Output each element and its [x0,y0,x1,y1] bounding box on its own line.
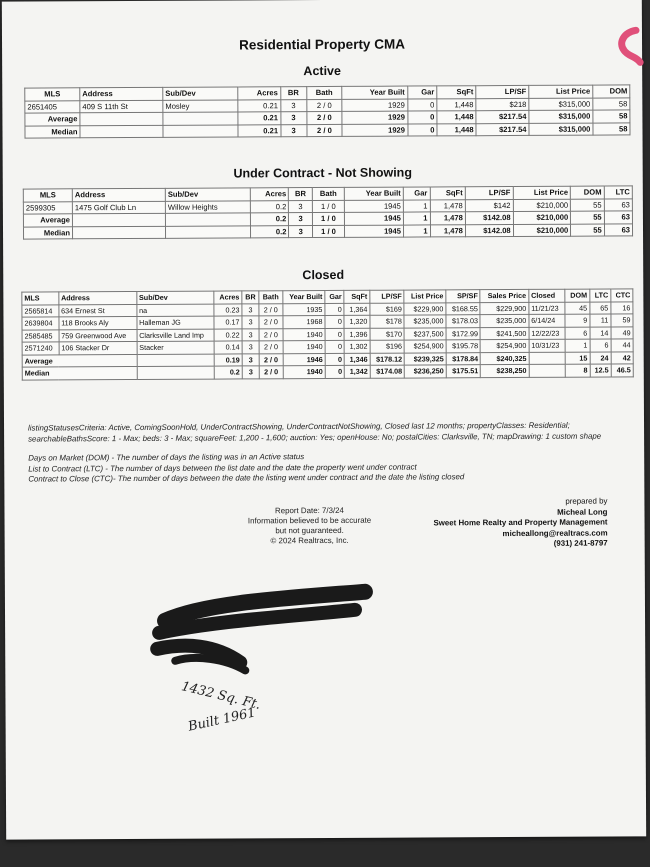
cell: 0.23 [214,303,242,316]
cell: 2 / 0 [259,316,282,329]
col-ltc: LTC [604,186,632,199]
cell: 2 / 0 [259,353,282,366]
col-subdev: Sub/Dev [163,87,238,100]
cell [80,125,163,138]
definition-dom: Days on Market (DOM) - The number of days the listing was in an Active status [28,452,305,463]
cell: $235,000 [480,314,528,327]
col-br: BR [280,87,306,100]
definition-ctc: Contract to Close (CTC)- The number of days between the date the listing went under contract and the date the listing closed [28,472,465,484]
cell: 1 / 0 [312,225,344,238]
cell: 1940 [283,340,326,353]
cell: 1935 [282,303,325,316]
cell: 1940 [283,328,326,341]
cell: 11/21/23 [529,302,566,315]
cell: 3 [242,303,259,316]
closed-heading: Closed [302,267,345,283]
cell: Halleman JG [137,316,215,329]
col-dom: DOM [565,289,589,302]
median-row [25,122,630,138]
cell [529,352,566,365]
cell: 0.2 [214,366,242,379]
cell: 1946 [283,353,326,366]
cell: 1 / 0 [312,200,344,213]
col-year-built: Year Built [342,86,407,99]
cell: $254,900 [405,340,447,353]
cell: 0 [325,353,344,366]
cell: 1,302 [344,340,370,353]
active-table [24,84,630,138]
col-bath: Bath [259,291,282,304]
cell: $170 [370,328,405,341]
cell: $229,900 [480,302,528,315]
row-label: Median [23,226,72,239]
col-address: Address [80,87,163,100]
cell: 0.2 [250,225,288,238]
cell: 2 / 0 [259,341,282,354]
cell: 15 [566,352,590,365]
cell: 118 Brooks Aly [59,316,137,329]
cell: 2 / 0 [306,99,342,112]
col-dom: DOM [593,85,630,98]
under-contract-heading: Under Contract - Not Showing [233,165,412,181]
cell [529,364,566,377]
col-sales-price: Sales Price [480,289,528,302]
cell: $236,250 [405,365,447,378]
col-year-built: Year Built [344,187,403,200]
cell: 6 [565,327,589,340]
cell: $210,000 [513,211,571,224]
disclaimer-line-1: Information believed to be accurate [247,515,372,526]
cell: 55 [571,199,604,212]
agent-phone: (931) 241-8797 [553,538,608,548]
cell: 0 [407,111,437,124]
cell: 1,448 [437,98,476,111]
under-contract-table [23,185,633,239]
prepared-label: prepared by [565,496,608,506]
cell: 3 [289,213,313,226]
cell: 2 / 0 [259,303,282,316]
cell: $237,500 [404,327,446,340]
cell: 0 [325,365,344,378]
col-lp-sf: LP/SF [370,290,405,303]
cell: 6/14/24 [529,314,566,327]
cell: $175.51 [446,365,481,378]
col-list-price: List Price [404,290,446,303]
cell: $240,325 [481,352,529,365]
disclaimer-line-2: but not guaranteed. [275,525,344,536]
cell: $217.54 [476,123,529,136]
cell: 3 [281,124,307,137]
cell: na [137,304,215,317]
col-mls: MLS [23,189,72,202]
cell [72,226,165,239]
median-row [23,223,632,239]
cell: 1,396 [344,328,370,341]
cell: 10/31/23 [529,339,566,352]
cell: Mosley [163,99,238,112]
cell: $195.78 [446,340,481,353]
cell: 1 [403,199,430,212]
cell: 1929 [342,111,407,124]
cell: 1929 [342,99,407,112]
col-br: BR [289,188,313,201]
agent-company: Sweet Home Realty and Property Management [433,517,608,528]
cell: 3 [289,200,313,213]
cell: 1 [403,224,430,237]
cell: $315,000 [529,123,593,136]
cell: Willow Heights [165,200,250,213]
cell: 63 [604,198,632,211]
cell: $241,500 [481,327,529,340]
cell: 1,364 [344,303,370,316]
cell: $169 [370,303,405,316]
col-address: Address [72,188,165,201]
cell: 0.2 [250,200,288,213]
cell: 3 [242,316,259,329]
cell: 106 Stacker Dr [59,341,137,354]
cell: $196 [370,340,405,353]
definitions [28,450,628,485]
col-sqft: SqFt [344,290,370,303]
cell: 634 Ernest St [59,304,137,317]
cell: 2 / 0 [259,366,282,379]
cell: 58 [593,122,630,135]
cell [163,124,238,137]
cell: 0 [325,340,344,353]
report-info [244,506,374,547]
cell: 9 [565,314,589,327]
handwritten-built: Built 1961 [186,705,258,735]
cell: 59 [611,314,633,327]
row-label: Median [22,366,137,379]
cell: $168.55 [446,302,481,315]
cell: 1 [403,212,430,225]
cell: 11 [590,314,611,327]
cell: 16 [611,301,633,314]
search-criteria: listingStatusesCriteria: Active, ComingSoonHold, UnderContractShowing, UnderContractNotShowing, Closed last 12 months; propertyClasses: Residential; searchableBathsScore: 1 - Max; beds: 3 - Max; squareFeet: 1,200 - 1,600; auction: Yes; openHouse: No; postalCities: Clarksville, TN; mapDrawing: 1 custom shape [28,420,602,444]
cell: 46.5 [611,364,633,377]
cell: 1,346 [344,353,370,366]
report-date: Report Date: 7/3/24 [275,505,344,516]
cell: 2585485 [22,329,59,342]
col-list-price: List Price [529,85,593,98]
col-mls: MLS [25,88,80,101]
cell: 1,320 [344,315,370,328]
cell: $238,250 [481,364,529,377]
cell: $218 [476,98,529,111]
row-label: Average [23,214,72,227]
cell: 63 [604,223,632,236]
cell: 49 [611,326,633,339]
cell: 3 [242,341,259,354]
cell: 3 [242,328,259,341]
col-dom: DOM [571,186,604,199]
cell: 0.21 [238,112,281,125]
cell: 0 [325,303,344,316]
cell: 1945 [344,200,403,213]
cell: 1,448 [437,111,476,124]
cell: $239,325 [405,352,447,365]
cell: 759 Greenwood Ave [59,329,137,342]
cell [163,112,238,125]
cell [165,225,250,238]
active-heading: Active [303,63,341,79]
cell [72,213,165,226]
col-address: Address [59,291,137,304]
cell: $178.84 [446,352,481,365]
page-title: Residential Property CMA [239,36,405,53]
definition-ltc: List to Contract (LTC) - The number of days between the list date and the date the property went under contract [28,462,417,474]
cell: 42 [611,351,633,364]
col-acres: Acres [238,87,281,100]
cell: $315,000 [529,110,593,123]
cell: 1945 [344,212,403,225]
cell: $178.03 [446,315,481,328]
cell: 2 / 0 [306,111,342,124]
cell: 1,342 [345,365,371,378]
cell: $210,000 [513,224,571,237]
cell: Stacker [137,341,215,354]
cell: 3 [280,112,306,125]
col-lpsf: LP/SF [476,85,529,98]
row-label: Median [25,125,80,138]
cell: 65 [590,301,611,314]
closed-table-body [22,301,633,379]
cell: 2571240 [22,342,59,355]
cell: 58 [593,110,630,123]
cell: 1945 [345,225,404,238]
col-bath: Bath [312,187,344,200]
cell: 12.5 [590,364,611,377]
cell: 0 [325,315,344,328]
cell: 0 [407,98,437,111]
cell: 8 [566,364,590,377]
median-row [22,364,633,380]
cell: 0.17 [214,316,242,329]
col-sp-sf: SP/SF [446,290,481,303]
cell: Clarksville Land Imp [137,329,215,342]
cell: 55 [571,211,604,224]
col-acres: Acres [214,291,242,304]
col-ltc: LTC [590,289,611,302]
cell: 0.14 [214,341,242,354]
cell: 0.2 [250,213,288,226]
cell: 1475 Golf Club Ln [72,201,165,214]
cell: 45 [565,302,589,315]
row-label: Average [22,354,137,367]
cell [165,213,250,226]
document-page [2,0,646,840]
cell [137,366,215,379]
cell: 2565814 [22,304,59,317]
col-ctc: CTC [611,289,633,302]
redacted-handwriting [145,580,386,681]
cell: $229,900 [404,302,446,315]
cell: 0 [407,123,437,136]
col-gar: Gar [325,290,344,303]
cell: $315,000 [529,98,593,111]
cell: $254,900 [481,339,529,352]
cell: 44 [611,339,633,352]
cell: 55 [571,224,604,237]
agent-name: Micheal Long [557,507,608,517]
cell: 2599305 [23,201,72,214]
col-lpsf: LP/SF [465,187,513,200]
col-mls: MLS [22,292,59,305]
col-gar: Gar [403,187,430,200]
cell: 1929 [342,124,407,137]
cell: 58 [593,97,630,110]
cell: 63 [604,211,632,224]
col-list-price: List Price [513,186,571,199]
cell: 0.21 [238,124,281,137]
prepared-by-block [404,497,607,551]
cell: 24 [590,351,611,364]
cell: 1968 [282,315,325,328]
cell [137,354,215,367]
cell: 1,478 [430,199,465,212]
cell: 2639804 [22,317,59,330]
handwritten-sqft: 1432 Sq. Ft. [179,679,263,713]
cell: 2 / 0 [307,124,343,137]
col-subdev: Sub/Dev [165,188,250,201]
cell: 3 [289,225,313,238]
cell: $210,000 [513,199,571,212]
cell: $235,000 [404,315,446,328]
cell: 1940 [283,365,326,378]
copyright: © 2024 Realtracs, Inc. [270,535,349,546]
closed-table [21,288,633,380]
cell: $142 [465,199,513,212]
cell: 0.22 [214,328,242,341]
cell: 2 / 0 [259,328,282,341]
col-sub-dev: Sub/Dev [136,291,214,304]
cell: 3 [242,353,259,366]
cell: 0.19 [214,353,242,366]
cell: $142.08 [465,212,513,225]
cell [80,112,163,125]
cell: $172.99 [446,327,481,340]
col-br: BR [242,291,259,304]
cell: $142.08 [465,224,513,237]
cell: 0.21 [238,99,281,112]
col-sqft: SqFt [437,86,476,99]
cell: 1 [566,339,590,352]
col-closed: Closed [529,289,566,302]
cell: 1 / 0 [312,212,344,225]
cell: $217.54 [476,110,529,123]
cell: 2651405 [25,100,80,113]
cell: 3 [280,99,306,112]
cell: 1,478 [430,212,465,225]
col-acres: Acres [250,188,288,201]
col-year-built: Year Built [282,290,325,303]
cell: $178 [370,315,405,328]
cell: 1,448 [437,123,476,136]
cell: 14 [590,326,611,339]
col-sqft: SqFt [430,187,465,200]
col-gar: Gar [407,86,437,99]
cell: 409 S 11th St [80,100,163,113]
row-label: Average [25,113,80,126]
col-bath: Bath [306,86,342,99]
cell: 1,478 [430,224,465,237]
cell: $174.08 [370,365,405,378]
cell: 12/22/23 [529,327,566,340]
cell: 3 [242,366,259,379]
cell: 6 [590,339,611,352]
cell: 0 [325,328,344,341]
agent-email: micheallong@realtracs.com [502,528,608,538]
cell: $178.12 [370,353,405,366]
